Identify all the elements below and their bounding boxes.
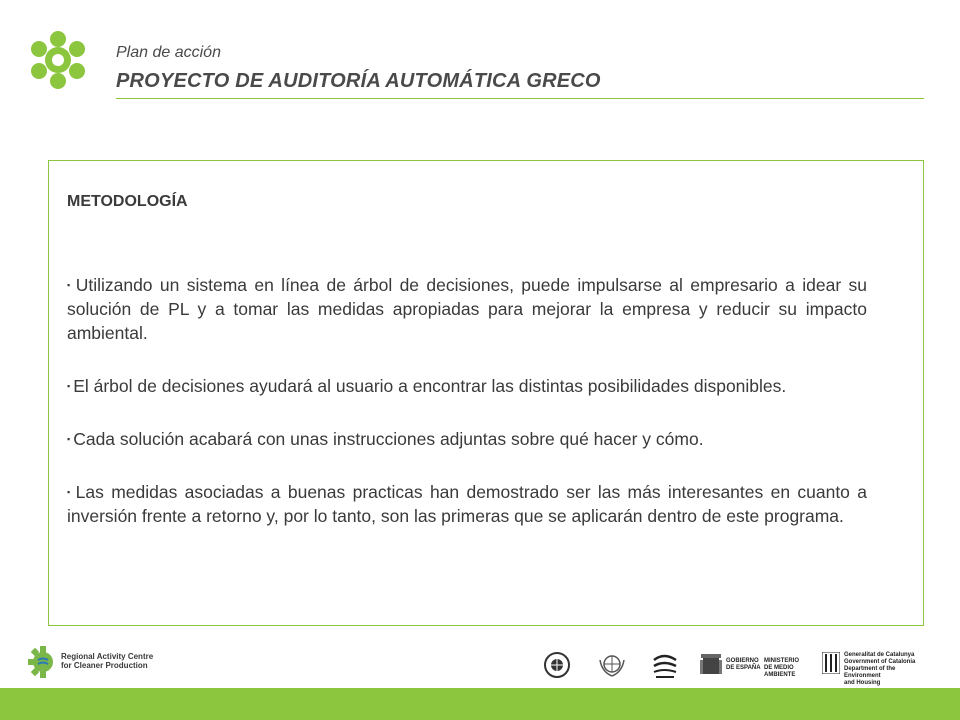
bullet-list: [67, 273, 867, 557]
slide-title: PROYECTO DE AUDITORÍA AUTOMÁTICA GRECO: [116, 70, 601, 92]
ministerio-text: [764, 658, 808, 679]
bullet-text: Cada solución acabará con unas instrucciones adjuntas sobre qué hacer y cómo.: [73, 429, 704, 449]
gencat-line-1: Generalitat de Catalunya: [844, 652, 915, 658]
square-bullet-icon: ▪: [67, 280, 73, 290]
gobierno-text: [726, 658, 761, 672]
unep-emblem-icon: [544, 652, 570, 678]
bottom-green-bar: [0, 688, 960, 720]
square-bullet-icon: ▪: [67, 487, 73, 497]
ministerio-line-1: MINISTERIO: [764, 658, 800, 664]
bullet-item: [67, 374, 867, 398]
footer-logos: [0, 640, 960, 688]
gobierno-line-1: GOBIERNO: [726, 658, 759, 664]
content-box: [48, 160, 924, 626]
ministerio-line-2: DE MEDIO AMBIENTE: [764, 665, 796, 678]
generalitat-logo: [822, 652, 932, 686]
generalitat-text: [844, 652, 932, 687]
bullet-item: [67, 427, 867, 451]
rac-gear-icon: [28, 644, 58, 680]
bullet-item: [67, 273, 867, 345]
green-gear-flower-icon: [28, 30, 88, 90]
rac-cp-logo: [28, 642, 168, 682]
gobierno-line-2: DE ESPAÑA: [726, 665, 761, 671]
section-heading: METODOLOGÍA: [67, 193, 188, 210]
gencat-line-3: Department of the Environment: [844, 666, 896, 679]
slide-subtitle: Plan de acción: [116, 44, 221, 61]
bullet-text: Las medidas asociadas a buenas practicas han demostrado ser las más interesantes en cuanto a inversión frente a retorno y, por lo tanto, son las primeras que se aplicarán dentro de este programa.: [67, 482, 867, 526]
square-bullet-icon: ▪: [67, 434, 71, 444]
generalitat-emblem-icon: [822, 652, 840, 674]
gencat-line-2: Government of Catalonia: [844, 659, 916, 665]
bullet-item: [67, 480, 867, 528]
rac-line-1: Regional Activity Centre: [61, 652, 154, 661]
swirl-emblem-icon: [650, 652, 680, 680]
spain-coat-of-arms-icon: [700, 652, 722, 678]
title-divider: [116, 98, 924, 99]
rac-line-2: for Cleaner Production: [61, 661, 148, 670]
gencat-line-4: and Housing: [844, 680, 881, 686]
rac-cp-text: [61, 652, 153, 670]
un-laurel-emblem-icon: [596, 652, 628, 678]
spain-ministry-logo: [700, 652, 808, 678]
square-bullet-icon: ▪: [67, 381, 71, 391]
bullet-text: El árbol de decisiones ayudará al usuario a encontrar las distintas posibilidades disponibles.: [73, 376, 787, 396]
bullet-text: Utilizando un sistema en línea de árbol de decisiones, puede impulsarse al empresario a idear su solución de PL y a tomar las medidas apropiadas para mejorar la empresa y reducir su impacto ambiental.: [67, 275, 867, 343]
